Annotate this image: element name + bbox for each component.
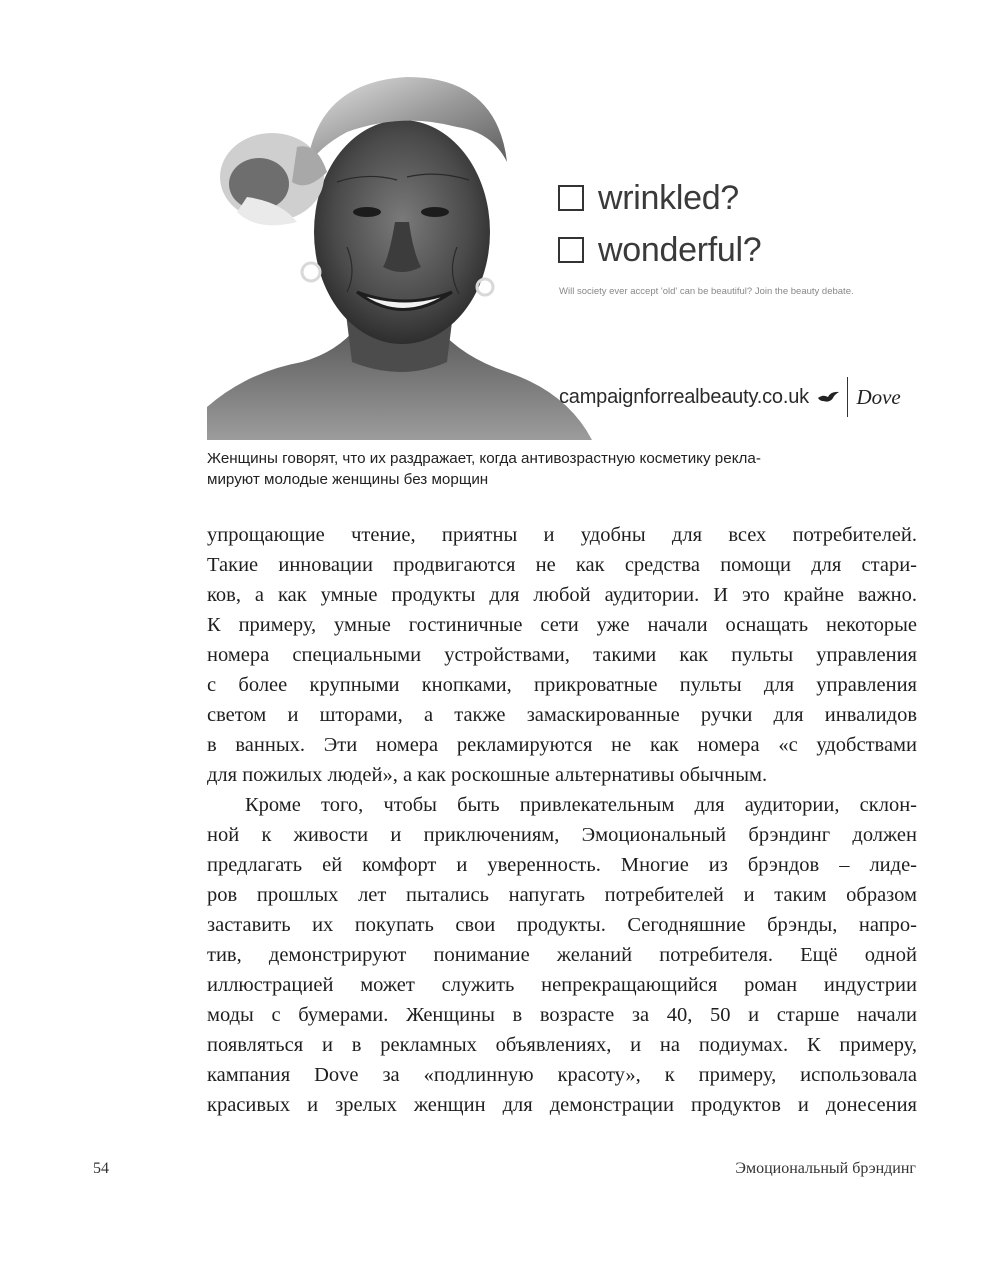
checkbox-icon [558, 185, 584, 211]
text-line: ков, а как умные продукты для любой аудитории. И это крайне важно. [207, 584, 917, 606]
brand-divider [847, 377, 849, 417]
running-title: Эмоциональный брэндинг [735, 1160, 916, 1177]
text-line: красивых и зрелых женщин для демонстрации продуктов и донесения [207, 1094, 917, 1116]
dove-advertisement [207, 72, 917, 440]
figure-caption [207, 448, 917, 490]
option-wrinkled [558, 172, 761, 224]
text-line: предлагать ей комфорт и уверенность. Многие из брэндов – лиде- [207, 854, 917, 876]
text-line: упрощающие чтение, приятны и удобны для всех потребителей. [207, 524, 917, 546]
campaign-url: campaignforrealbeauty.co.uk [559, 385, 809, 408]
option-label: wonderful? [598, 230, 762, 269]
text-line: появляться и в рекламных объявлениях, и на подиумах. К примеру, [207, 1034, 917, 1056]
text-line: для пожилых людей», а как роскошные альтернативы обычным. [207, 764, 768, 786]
text-line: ной к живости и приключениям, Эмоциональный брэндинг должен [207, 824, 917, 846]
text-line: Такие инновации продвигаются не как средства помощи для стари- [207, 554, 917, 576]
page-number: 54 [93, 1160, 109, 1177]
text-line: заставить их покупать свои продукты. Сегодняшние брэнды, напро- [207, 914, 917, 936]
text-line: моды с бумерами. Женщины в возрасте за 40, 50 и старше начали [207, 1004, 917, 1026]
dove-bird-icon [817, 390, 841, 404]
option-wonderful [558, 224, 761, 276]
text-line: К примеру, умные гостиничные сети уже начали оснащать некоторые [207, 614, 917, 636]
text-line: номера специальными устройствами, такими как пульты управления [207, 644, 917, 666]
brand-logo: Dove [856, 384, 901, 409]
portrait-photo [207, 72, 592, 440]
ad-footer [559, 377, 901, 417]
checkbox-icon [558, 237, 584, 263]
text-line: кампания Dove за «подлинную красоту», к примеру, использовала [207, 1064, 917, 1086]
text-line: с более крупными кнопками, прикроватные пульты для управления [207, 674, 917, 696]
checkbox-options [558, 172, 761, 276]
text-line: иллюстрацией может служить непрекращающийся роман индустрии [207, 974, 917, 996]
option-label: wrinkled? [598, 178, 739, 217]
ad-tagline: Will society ever accept 'old' can be beautiful? Join the beauty debate. [559, 286, 854, 297]
text-line: Кроме того, чтобы быть привлекательным для аудитории, склон- [245, 794, 917, 816]
text-line: ров прошлых лет пытались напугать потребителей и таким образом [207, 884, 917, 906]
text-line: светом и шторами, а также замаскированные ручки для инвалидов [207, 704, 917, 726]
text-line: в ванных. Эти номера рекламируются не как номера «с удобствами [207, 734, 917, 756]
caption-line: Женщины говорят, что их раздражает, когда антивозрастную косметику рекла- [207, 450, 761, 467]
text-line: тив, демонстрируют понимание желаний потребителя. Ещё одной [207, 944, 917, 966]
caption-line: мируют молодые женщины без морщин [207, 471, 489, 488]
body-text [207, 520, 917, 1120]
